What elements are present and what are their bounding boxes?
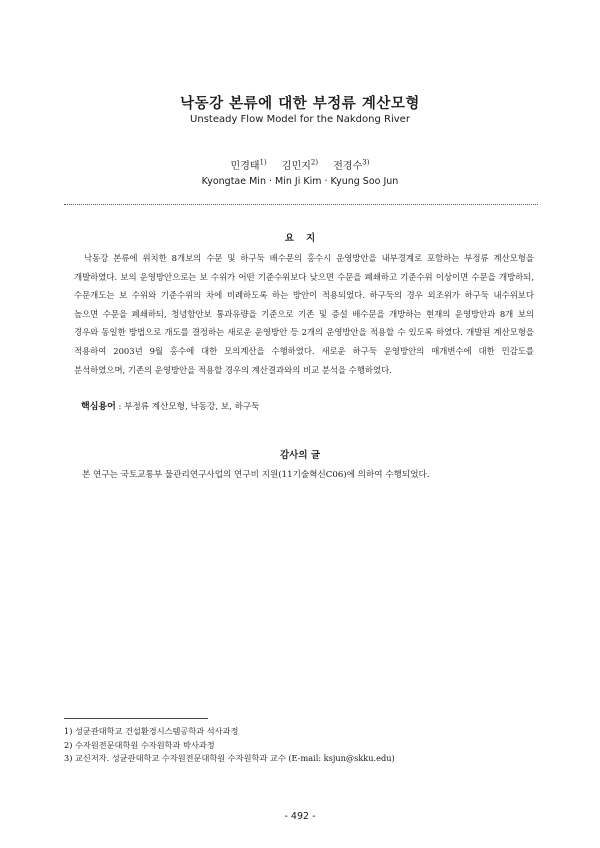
- page-number: - 492 -: [284, 811, 316, 822]
- footnote-3: 3) 교신저자. 성균관대학교 수자원전문대학원 수자원학과 교수 (E-mail: ksjun@skku.edu): [64, 753, 395, 763]
- keywords-label: 핵심용어: [81, 402, 116, 412]
- author-2-name: 김민지: [281, 161, 311, 172]
- author-3-name: 전경수: [333, 161, 363, 172]
- abstract-heading: 요지: [284, 233, 328, 244]
- header-divider: [64, 204, 538, 205]
- footnote-divider: [64, 718, 208, 719]
- footnote-1: 1) 성균관대학교 건설환경시스템공학과 석사과정: [64, 726, 239, 736]
- author-3-mark: 3): [362, 158, 370, 167]
- abstract-body: 낙동강 본류에 위치한 8개보의 수문 및 하구둑 배수문의 홍수시 운영방안을 내부경계로 포함하는 부정류 계산모형을 개발하였다. 보의 운영방안으로는 보 수위가 어떤 기준수위보다 낮으면 수문을 폐쇄하고 기준수위 이상이면 수문을 개방하되, 수문개도는 보 수위와 기준수위의 차에 비례하도록 하는 방안이 적용되었다. 하구둑의 경우 외조위가 하구둑 내수위보다 높으면 수문을 폐쇄하되, 청녕함안보 통과유량을 기준으로 기존 및 증설 배수문을 개방하는 현재의 운영방안과 8개 보의 경우와 동일한 방법으로 개도를 결정하는 새로운 운영방안 등 2개의 운영방안을 적용할 수 있도록 하였다. 개발된 계산모형을 적용하여 2003년 9월 홍수에 대한 모의계산을 수행하였다. 새로운 하구둑 운영방안의 매개변수에 대한 민감도를 분석하였으며, 기존의 운영방안을 적용할 경우의 계산결과와의 비교 분석을 수행하였다.: [74, 253, 534, 375]
- authors-english: Kyongtae Min · Min Ji Kim · Kyung Soo Jun: [201, 176, 399, 187]
- keywords-separator: :: [115, 402, 125, 412]
- keywords-items: 부정류 계산모형, 낙동강, 보, 하구둑: [124, 402, 260, 412]
- paper-title-english: Unsteady Flow Model for the Nakdong River: [190, 114, 410, 125]
- footnotes: [64, 725, 544, 766]
- authors-korean: [0, 157, 600, 172]
- keywords-line: [81, 399, 531, 412]
- paper-title-korean: 낙동강 본류에 대한 부정류 계산모형: [180, 95, 420, 112]
- author-1-name: 민경태: [230, 161, 260, 172]
- footnote-2: 2) 수자원전문대학원 수자원학과 박사과정: [64, 739, 215, 750]
- acknowledgement-body: 본 연구는 국토교통부 물관리연구사업의 연구비 지원(11기술혁신C06)에 의하여 수행되었다.: [82, 470, 430, 480]
- acknowledgement-heading: 감사의 글: [279, 450, 320, 461]
- author-2-mark: 2): [310, 158, 319, 167]
- author-1-mark: 1): [259, 158, 267, 167]
